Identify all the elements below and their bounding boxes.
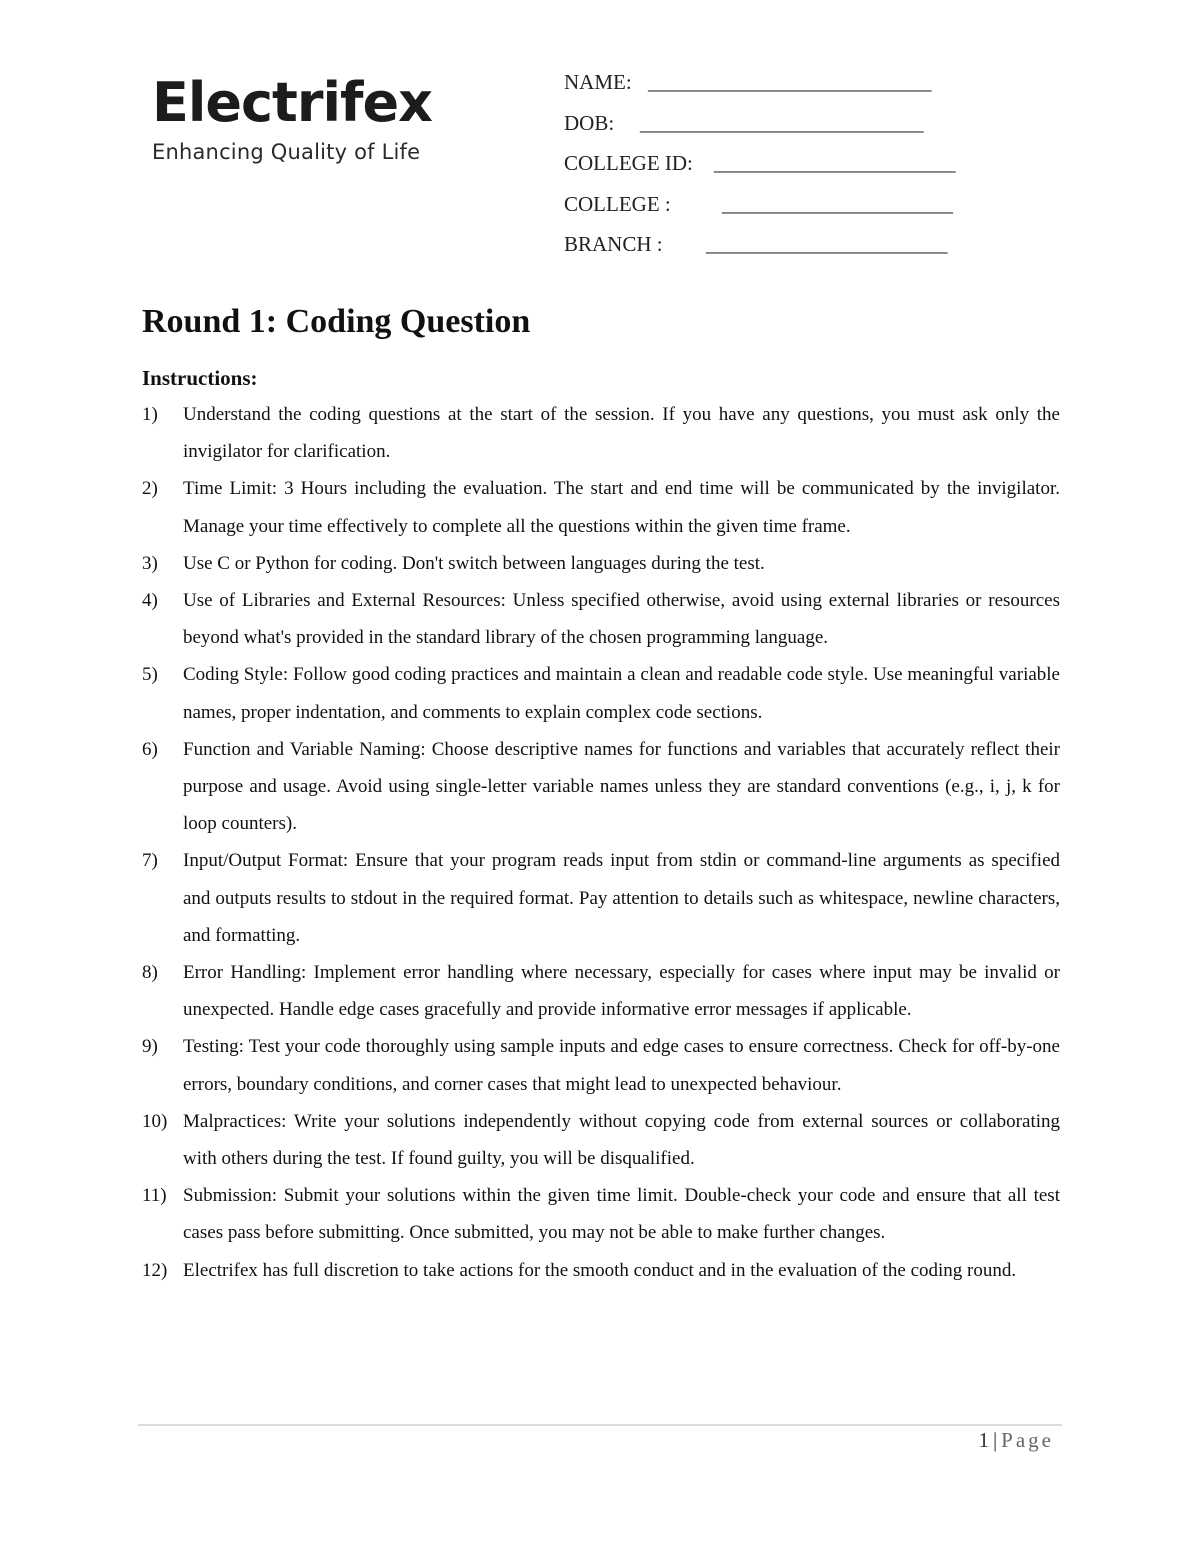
footer-separator: | xyxy=(992,1428,998,1452)
list-item xyxy=(142,954,1060,1028)
item-number: 6) xyxy=(142,738,158,760)
instructions-list xyxy=(142,396,1060,1289)
list-item xyxy=(142,1028,1060,1102)
item-text: Submission: Submit your solutions within the given time limit. Double-check your code and ensure that all test cases pass before submitting. Once submitted, you may not be able to make further changes. xyxy=(183,1185,1060,1244)
item-number: 7) xyxy=(142,850,158,872)
logo-name: Electrifex xyxy=(152,71,432,134)
branch-blank[interactable]: _______________________ xyxy=(706,232,948,256)
list-item xyxy=(142,545,1060,582)
item-text: Function and Variable Naming: Choose descriptive names for functions and variables that accurately reflect their purpose and usage. Avoid using single-letter variable names unless they are standard conventions (e.g., i, j, k for loop counters). xyxy=(183,738,1060,835)
item-text: Time Limit: 3 Hours including the evaluation. The start and end time will be communicated by the invigilator. Manage your time effectively to complete all the questions within the given time frame. xyxy=(183,478,1060,537)
college-id-label: COLLEGE ID: xyxy=(564,151,693,175)
logo-tagline: Enhancing Quality of Life xyxy=(152,140,421,164)
item-text: Coding Style: Follow good coding practices and maintain a clean and readable code style. Use meaningful variable names, proper indentation, and comments to explain complex code sections. xyxy=(183,664,1060,723)
name-blank[interactable]: ___________________________ xyxy=(648,70,932,94)
branch-label: BRANCH : xyxy=(564,232,663,256)
list-item xyxy=(142,1252,1060,1289)
footer-divider xyxy=(138,1424,1062,1426)
name-label: NAME: xyxy=(564,70,632,94)
item-number: 11) xyxy=(142,1185,167,1207)
company-logo xyxy=(152,70,432,166)
item-number: 12) xyxy=(142,1259,168,1281)
instructions-heading: Instructions: xyxy=(142,366,258,390)
item-text: Understand the coding questions at the start of the session. If you have any questions, you must ask only the invigilator for clarification. xyxy=(183,404,1060,463)
list-item xyxy=(142,582,1060,656)
page-number: 1 xyxy=(978,1428,989,1452)
college-blank[interactable]: ______________________ xyxy=(722,191,953,216)
college-label: COLLEGE : xyxy=(564,191,671,216)
list-item xyxy=(142,656,1060,730)
dob-blank[interactable]: ___________________________ xyxy=(640,110,924,135)
page-footer xyxy=(978,1428,1054,1453)
item-number: 4) xyxy=(142,590,158,612)
item-number: 2) xyxy=(142,478,158,500)
item-number: 1) xyxy=(142,404,158,425)
item-text: Use of Libraries and External Resources: Unless specified otherwise, avoid using external libraries or resources beyond what's provided in the standard library of the chosen programming language. xyxy=(183,590,1060,649)
page-title: Round 1: Coding Question xyxy=(142,303,531,340)
list-item xyxy=(142,470,1060,544)
college-id-blank[interactable]: _______________________ xyxy=(714,151,956,175)
item-text: Testing: Test your code thoroughly using sample inputs and edge cases to ensure correctness. Check for off-by-one errors, boundary conditions, and corner cases that might lead to unexpected behaviour. xyxy=(183,1036,1060,1095)
page-label: Page xyxy=(1001,1428,1054,1452)
list-item xyxy=(142,396,1060,470)
item-text: Electrifex has full discretion to take actions for the smooth conduct and in the evaluation of the coding round. xyxy=(183,1259,1017,1281)
item-number: 8) xyxy=(142,962,158,984)
item-number: 3) xyxy=(142,552,158,574)
list-item xyxy=(142,1103,1060,1177)
list-item xyxy=(142,1177,1060,1251)
item-text: Input/Output Format: Ensure that your program reads input from stdin or command-line arguments as specified and outputs results to stdout in the required format. Pay attention to details such as whitespace, newline characters, and formatting. xyxy=(183,850,1060,946)
item-text: Malpractices: Write your solutions independently without copying code from external sources or collaborating with others during the test. If found guilty, you will be disqualified. xyxy=(183,1110,1060,1170)
list-item xyxy=(142,731,1060,843)
item-text: Use C or Python for coding. Don't switch between languages during the test. xyxy=(183,552,765,574)
item-number: 10) xyxy=(142,1110,168,1132)
item-number: 5) xyxy=(142,664,158,686)
dob-label: DOB: xyxy=(564,110,615,135)
list-item xyxy=(142,842,1060,954)
item-number: 9) xyxy=(142,1036,158,1058)
item-text: Error Handling: Implement error handling where necessary, especially for cases where input may be invalid or unexpected. Handle edge cases gracefully and provide informative error messages if applicable. xyxy=(183,962,1060,1021)
